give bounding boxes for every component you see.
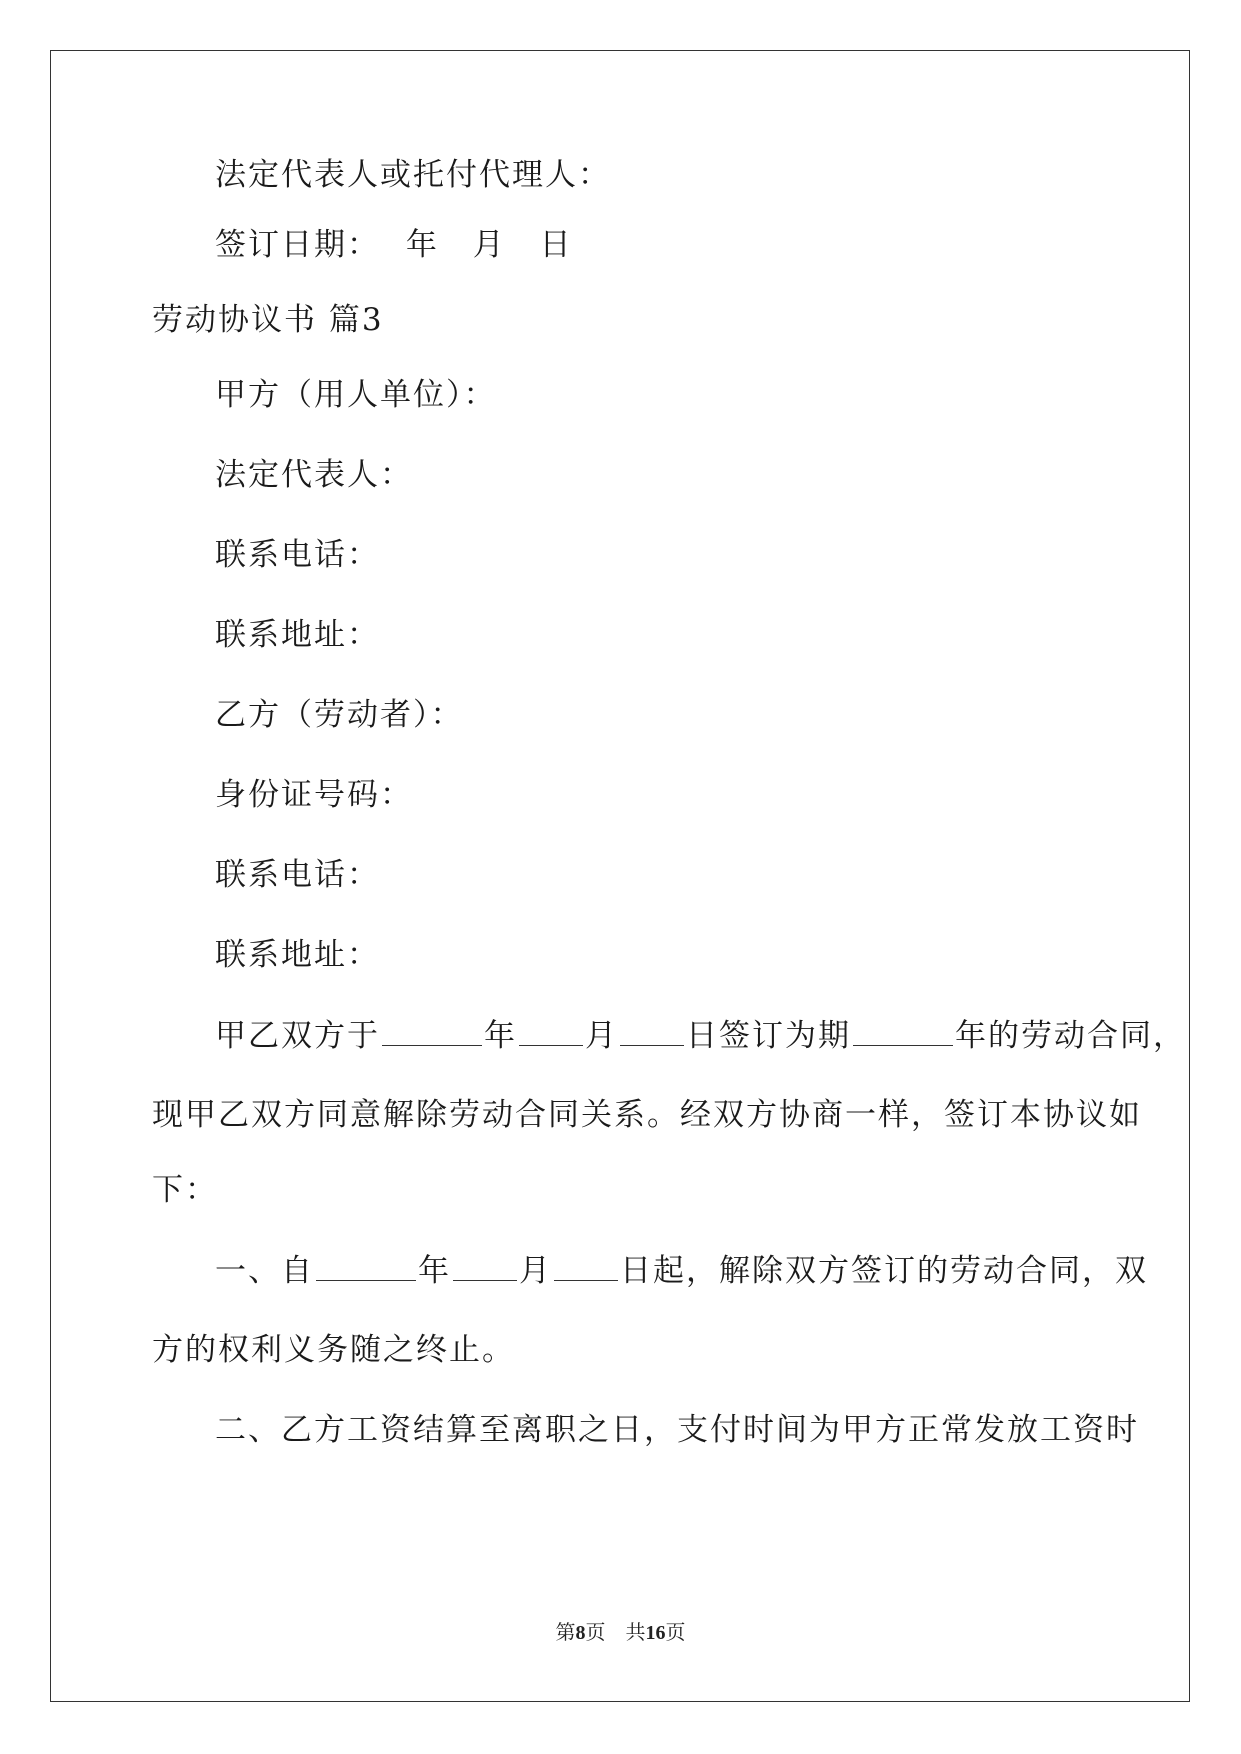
para1-part3: 月 (585, 1018, 618, 1054)
party-b-line: 乙方（劳动者）： (215, 697, 464, 733)
para1-part2: 年 (484, 1018, 517, 1054)
clause1-part2: 年 (418, 1253, 451, 1289)
phone-b-line: 联系电话： (215, 857, 380, 893)
sign-date-label: 签订日期： (215, 227, 380, 263)
clause-1-line-2: 方的权利义务随之终止。 (152, 1332, 515, 1368)
paragraph-1-line-3: 下： (152, 1172, 218, 1208)
party-a-line: 甲方（用人单位）： (215, 377, 497, 413)
page-footer (0, 1620, 1241, 1645)
blank-field (620, 1015, 684, 1046)
page-suffix: 页 (665, 1620, 686, 1644)
id-number-line: 身份证号码： (215, 777, 413, 813)
clause1-part3: 月 (519, 1253, 552, 1289)
phone-a-line: 联系电话： (215, 537, 380, 573)
blank-field (554, 1250, 618, 1281)
sign-date-line (215, 225, 573, 265)
blank-field (382, 1015, 482, 1046)
paragraph-1-line-2: 现甲乙双方同意解除劳动合同关系。经双方协商一样，签订本协议如 (152, 1097, 1142, 1133)
blank-field (853, 1015, 953, 1046)
para1-part1: 甲乙双方于 (215, 1018, 380, 1054)
blank-field (453, 1250, 517, 1281)
sign-date-day: 日 (539, 227, 573, 263)
section-title: 劳动协议书 篇3 (152, 302, 384, 338)
address-b-line: 联系地址： (215, 937, 380, 973)
page-total: 16 (645, 1622, 666, 1644)
blank-field (519, 1015, 583, 1046)
address-a-line: 联系地址： (215, 617, 380, 653)
clause-2-line-1: 二、乙方工资结算至离职之日，支付时间为甲方正常发放工资时 (215, 1412, 1139, 1448)
clause-1-line-1 (215, 1250, 1148, 1291)
sign-date-month: 月 (472, 227, 506, 263)
clause1-part1: 一、自 (215, 1253, 314, 1289)
legal-rep-line: 法定代表人： (215, 457, 413, 493)
page-current: 8 (575, 1622, 586, 1644)
sign-date-year: 年 (405, 227, 439, 263)
page-prefix: 第 (555, 1620, 576, 1644)
clause1-part4: 日起，解除双方签订的劳动合同，双 (620, 1253, 1148, 1289)
page-mid: 页 共 (585, 1620, 646, 1644)
legal-rep-or-agent-line: 法定代表人或托付代理人： (215, 157, 611, 193)
para1-part5: 年的劳动合同， (955, 1018, 1186, 1054)
paragraph-1-line-1 (215, 1015, 1186, 1056)
para1-part4: 日签订为期 (686, 1018, 851, 1054)
blank-field (316, 1250, 416, 1281)
